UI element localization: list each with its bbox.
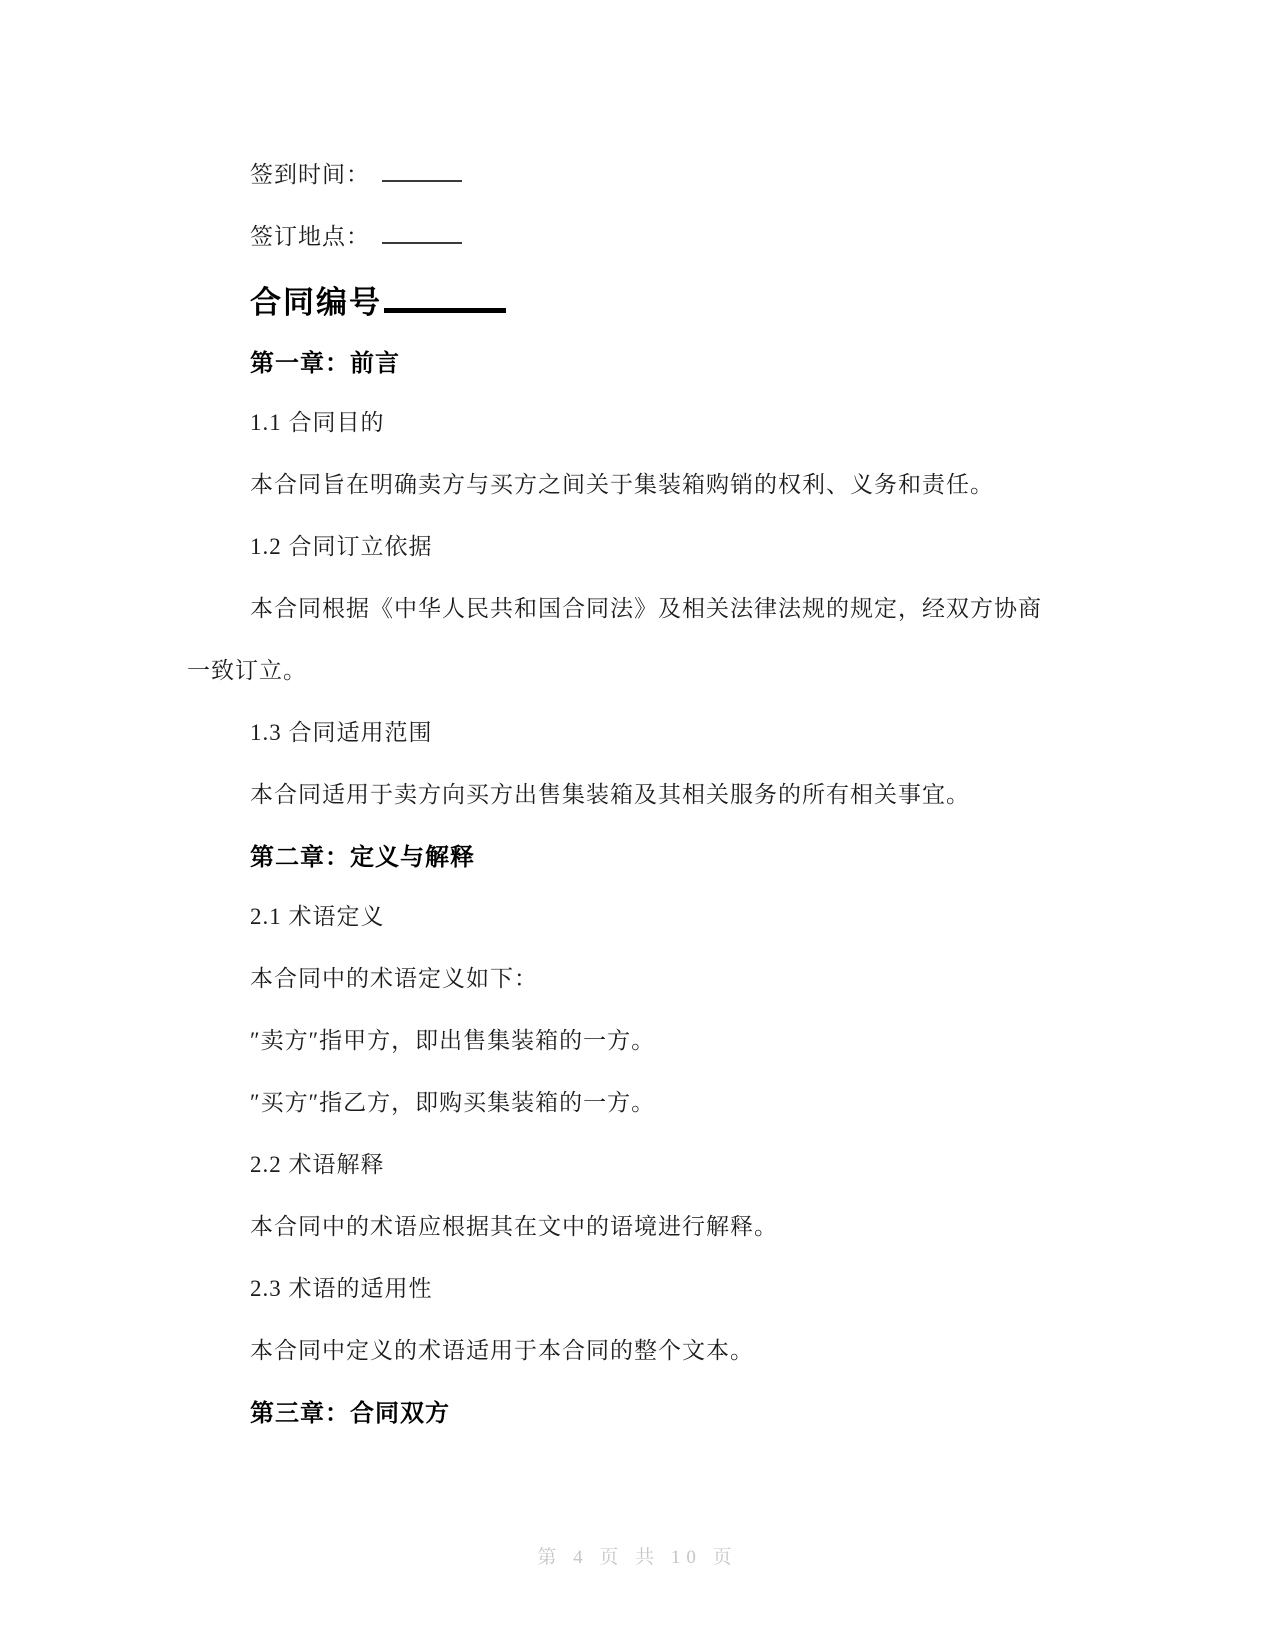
blank-underline	[382, 162, 462, 182]
page-number-footer: 第 4 页 共 10 页	[537, 1547, 738, 1568]
paragraph: 本合同旨在明确卖方与买方之间关于集装箱购销的权利、义务和责任。	[250, 472, 994, 497]
paragraph: 本合同中的术语应根据其在文中的语境进行解释。	[250, 1214, 778, 1239]
paragraph: 本合同适用于卖方向买方出售集装箱及其相关服务的所有相关事宜。	[250, 782, 970, 807]
chapter-heading: 第一章：前言	[250, 350, 400, 377]
field-sign-time-label: 签到时间：	[250, 162, 370, 187]
paragraph: 本合同中的术语定义如下：	[250, 966, 538, 991]
chapter-heading: 第三章：合同双方	[250, 1400, 450, 1427]
chapter-heading: 第二章：定义与解释	[250, 844, 475, 871]
paragraph: ″卖方″指甲方，即出售集装箱的一方。	[250, 1028, 656, 1053]
paragraph: 本合同根据《中华人民共和国合同法》及相关法律法规的规定，经双方协商	[250, 596, 1042, 621]
clause-heading: 1.2 合同订立依据	[250, 534, 433, 559]
field-sign-time	[187, 158, 1092, 192]
paragraph: 本合同中定义的术语适用于本合同的整个文本。	[250, 1338, 754, 1363]
blank-underline-bold	[384, 289, 506, 313]
contract-body	[187, 158, 1092, 1456]
clause-heading: 1.1 合同目的	[250, 410, 385, 435]
contract-number-label: 合同编号	[250, 285, 382, 320]
clause-heading: 1.3 合同适用范围	[250, 720, 433, 745]
blank-underline	[382, 224, 462, 244]
paragraph-continuation: 一致订立。	[187, 658, 307, 683]
clause-heading: 2.1 术语定义	[250, 904, 385, 929]
paragraph: ″买方″指乙方，即购买集装箱的一方。	[250, 1090, 656, 1115]
clause-heading: 2.3 术语的适用性	[250, 1276, 433, 1301]
field-sign-place	[187, 220, 1092, 254]
field-sign-place-label: 签订地点：	[250, 224, 370, 249]
contract-number-title	[187, 282, 1092, 324]
clause-heading: 2.2 术语解释	[250, 1152, 385, 1177]
